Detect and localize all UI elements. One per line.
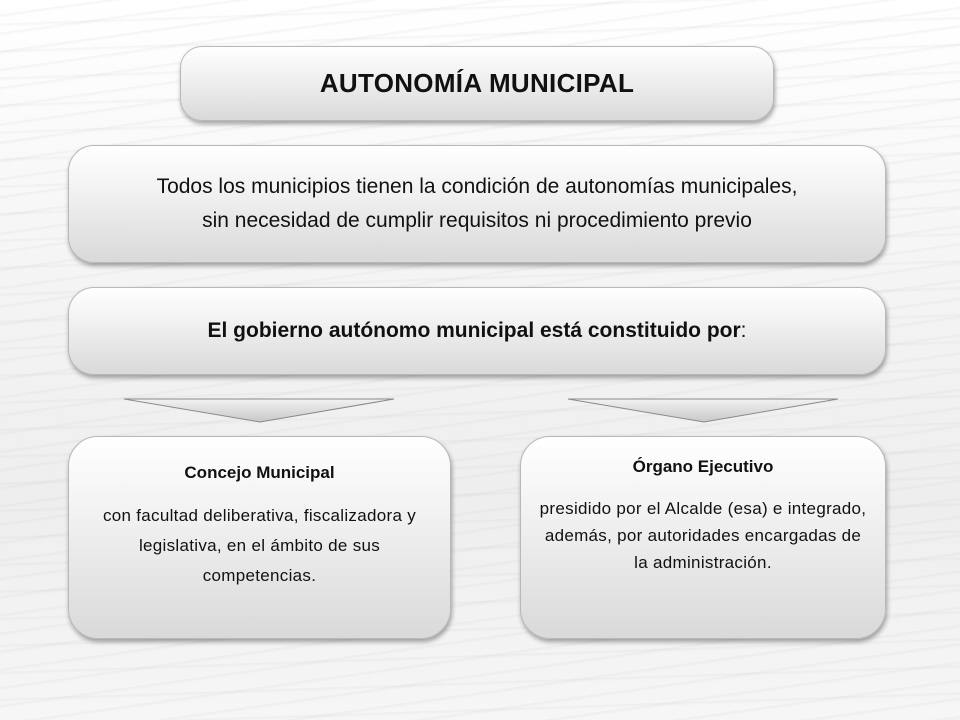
arrow-right <box>564 396 844 426</box>
concejo-title: Concejo Municipal <box>184 463 335 482</box>
concejo-municipal-box <box>68 436 451 639</box>
government-label: El gobierno autónomo municipal está constituido por <box>207 319 741 342</box>
arrow-left <box>120 396 400 426</box>
ejecutivo-text: presidido por el Alcalde (esa) e integrado, además, por autoridades encargadas de la administración. <box>539 499 867 572</box>
description-line-2: sin necesidad de cumplir requisitos ni procedimiento previo <box>202 209 752 232</box>
description-line-1: Todos los municipios tienen la condición de autonomías municipales, <box>156 175 798 198</box>
description-box <box>68 145 886 263</box>
ejecutivo-title: Órgano Ejecutivo <box>632 457 774 476</box>
description-text <box>87 170 867 238</box>
diagram-title: AUTONOMÍA MUNICIPAL <box>319 68 635 98</box>
title-box <box>180 46 774 121</box>
concejo-text: con facultad deliberativa, fiscalizadora y legislativa, en el ámbito de sus competencias. <box>102 506 417 585</box>
government-colon: : <box>740 319 747 342</box>
government-text <box>207 319 746 343</box>
government-box <box>68 287 886 375</box>
organo-ejecutivo-box <box>520 436 886 639</box>
